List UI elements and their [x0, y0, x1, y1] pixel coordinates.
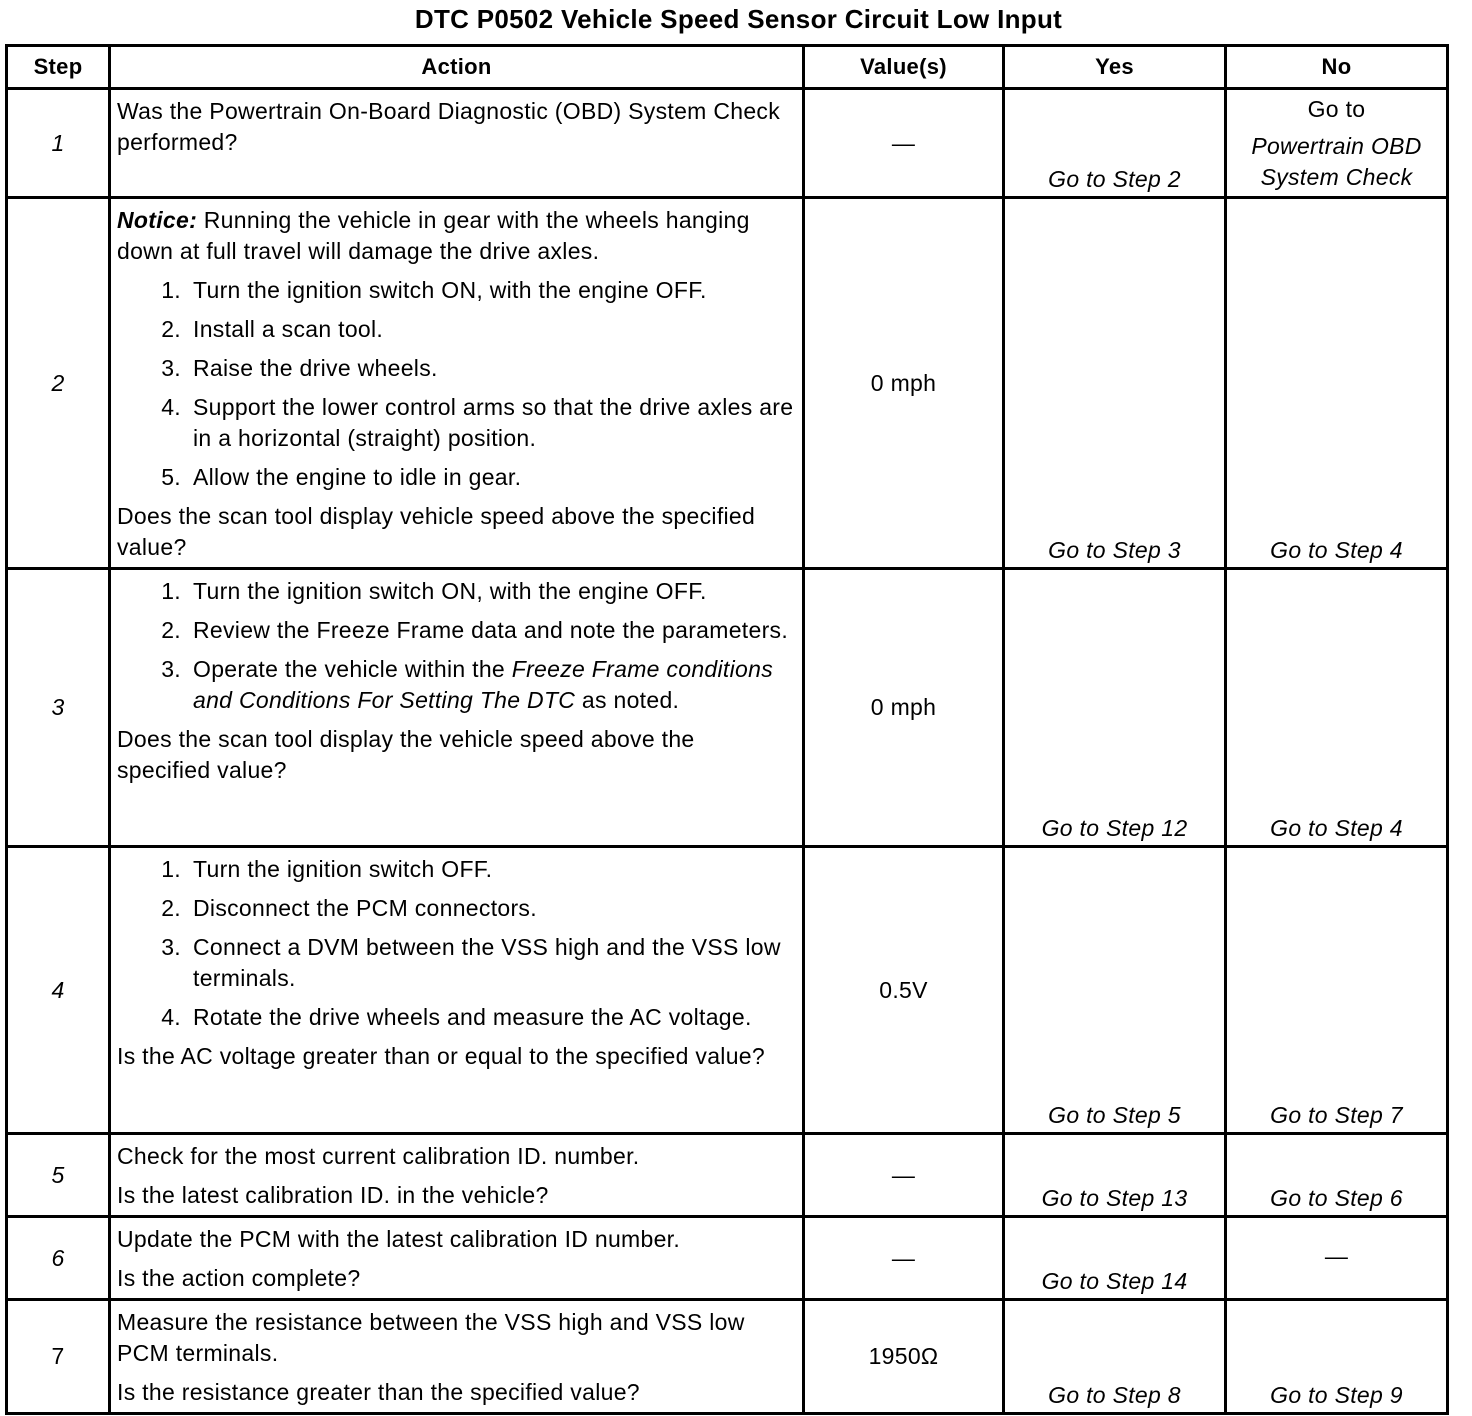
- yes-link[interactable]: Go to Step 8: [1004, 1300, 1226, 1414]
- header-action: Action: [110, 46, 804, 89]
- table-row-step-1: [7, 89, 1448, 198]
- notice-label: Notice:: [117, 207, 198, 233]
- table-row-step-4: [7, 847, 1448, 1134]
- no-prefix: Go to: [1307, 96, 1366, 122]
- step-number: 3: [7, 569, 110, 847]
- step-number: 2: [7, 198, 110, 569]
- notice: [117, 205, 794, 267]
- step-number: 6: [7, 1217, 110, 1300]
- step-number: 1: [7, 89, 110, 198]
- no-cell: [1226, 89, 1448, 198]
- procedure-list: [117, 854, 794, 1033]
- action-cell: [110, 198, 804, 569]
- yes-link[interactable]: Go to Step 12: [1004, 569, 1226, 847]
- list-item: 4. Support the lower control arms so that the drive axles are in a horizontal (straight) position.: [161, 394, 794, 451]
- table-row-step-7: [7, 1300, 1448, 1414]
- action-question: Is the resistance greater than the specified value?: [117, 1379, 640, 1405]
- list-item: 1. Turn the ignition switch ON, with the engine OFF.: [161, 578, 707, 604]
- list-item: 3. Raise the drive wheels.: [161, 355, 438, 381]
- yes-link[interactable]: Go to Step 14: [1004, 1217, 1226, 1300]
- action-question: Is the latest calibration ID. in the vehicle?: [117, 1182, 549, 1208]
- value-cell: 0 mph: [804, 569, 1004, 847]
- no-link[interactable]: Go to Step 4: [1226, 198, 1448, 569]
- action-question: Was the Powertrain On-Board Diagnostic (OBD) System Check performed?: [117, 98, 781, 155]
- no-link[interactable]: Powertrain OBD System Check: [1251, 133, 1422, 190]
- value-cell: —: [804, 1134, 1004, 1217]
- diagnostic-table: [5, 44, 1449, 1415]
- table-row-step-3: [7, 569, 1448, 847]
- value-cell: 0 mph: [804, 198, 1004, 569]
- value-cell: —: [804, 89, 1004, 198]
- yes-link[interactable]: Go to Step 5: [1004, 847, 1226, 1134]
- header-row: [7, 46, 1448, 89]
- step-number: 4: [7, 847, 110, 1134]
- action-text: Measure the resistance between the VSS high and VSS low PCM terminals.: [117, 1309, 745, 1366]
- header-step: Step: [7, 46, 110, 89]
- action-question: Is the action complete?: [117, 1265, 361, 1291]
- header-yes: Yes: [1004, 46, 1226, 89]
- value-cell: 1950Ω: [804, 1300, 1004, 1414]
- no-cell: —: [1226, 1217, 1448, 1300]
- list-item: 4. Rotate the drive wheels and measure the AC voltage.: [161, 1004, 752, 1030]
- notice-text: Running the vehicle in gear with the wheels hanging down at full travel will damage the drive axles.: [117, 207, 750, 264]
- no-link[interactable]: Go to Step 4: [1226, 569, 1448, 847]
- table-row-step-5: [7, 1134, 1448, 1217]
- table-row-step-6: [7, 1217, 1448, 1300]
- action-question: Does the scan tool display vehicle speed above the specified value?: [117, 503, 756, 560]
- action-text: Update the PCM with the latest calibration ID number.: [117, 1226, 681, 1252]
- action-text: Check for the most current calibration ID. number.: [117, 1143, 640, 1169]
- action-cell: [110, 1300, 804, 1414]
- table-row-step-2: [7, 198, 1448, 569]
- procedure-list: [117, 275, 794, 493]
- action-cell: [110, 1217, 804, 1300]
- yes-link[interactable]: Go to Step 3: [1004, 198, 1226, 569]
- yes-link[interactable]: Go to Step 2: [1004, 89, 1226, 198]
- procedure-list: [117, 576, 794, 716]
- no-link[interactable]: Go to Step 9: [1226, 1300, 1448, 1414]
- action-cell: [110, 1134, 804, 1217]
- action-cell: [110, 569, 804, 847]
- list-item: 5. Allow the engine to idle in gear.: [161, 464, 522, 490]
- list-item: 3. Connect a DVM between the VSS high and the VSS low terminals.: [161, 934, 781, 991]
- step-number: 7: [7, 1300, 110, 1414]
- list-item: 1. Turn the ignition switch ON, with the engine OFF.: [161, 277, 707, 303]
- no-link[interactable]: Go to Step 7: [1226, 847, 1448, 1134]
- action-question: Does the scan tool display the vehicle speed above the specified value?: [117, 726, 695, 783]
- list-item: 2. Review the Freeze Frame data and note the parameters.: [161, 617, 789, 643]
- list-item: 3. Operate the vehicle within the Freeze Frame conditions and Conditions For Setting The DTC as noted.: [161, 656, 773, 713]
- header-values: Value(s): [804, 46, 1004, 89]
- action-question: Is the AC voltage greater than or equal to the specified value?: [117, 1043, 765, 1069]
- page-title: DTC P0502 Vehicle Speed Sensor Circuit Low Input: [414, 4, 1063, 34]
- step-number: 5: [7, 1134, 110, 1217]
- action-cell: [110, 847, 804, 1134]
- action-cell: [110, 89, 804, 198]
- header-no: No: [1226, 46, 1448, 89]
- value-cell: —: [804, 1217, 1004, 1300]
- yes-link[interactable]: Go to Step 13: [1004, 1134, 1226, 1217]
- no-link[interactable]: Go to Step 6: [1226, 1134, 1448, 1217]
- list-item: 1. Turn the ignition switch OFF.: [161, 856, 493, 882]
- value-cell: 0.5V: [804, 847, 1004, 1134]
- list-item: 2. Install a scan tool.: [161, 316, 384, 342]
- list-item: 2. Disconnect the PCM connectors.: [161, 895, 537, 921]
